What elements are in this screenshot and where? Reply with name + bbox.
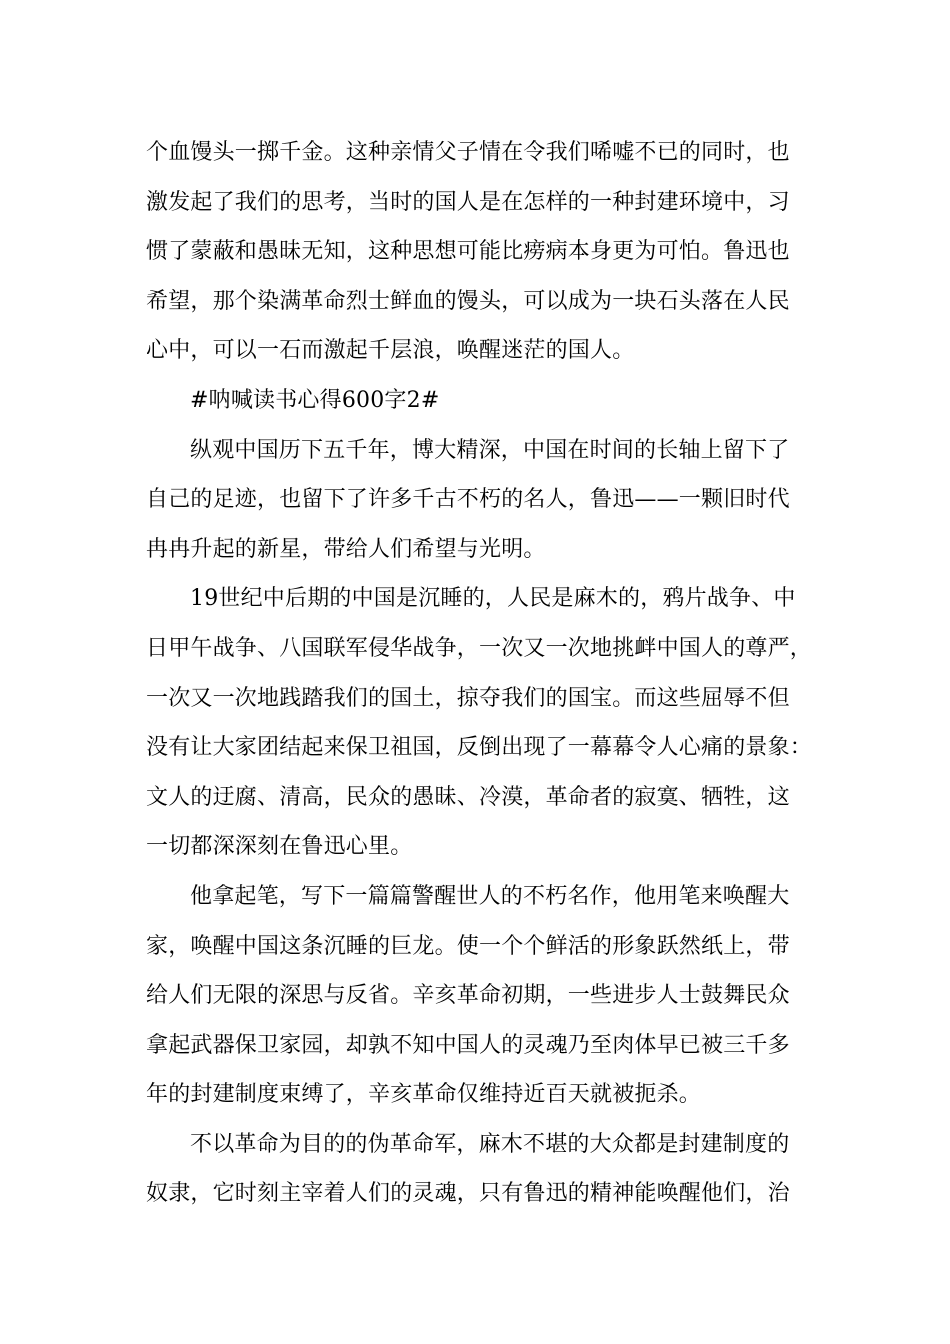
text-line: 没有让大家团结起来保卫祖国，反倒出现了一幕幕令人心痛的景象： — [146, 735, 813, 761]
text-line: 日甲午战争、八国联军侵华战争，一次又一次地挑衅中国人的尊严， — [146, 635, 813, 661]
text-line: 希望，那个染满革命烈士鲜血的馒头，可以成为一块石头落在人民 — [146, 288, 790, 314]
text-line: 年的封建制度束缚了，辛亥革命仅维持近百天就被扼杀。 — [146, 1082, 702, 1108]
text-line: 激发起了我们的思考，当时的国人是在怎样的一种封建环境中，习 — [146, 189, 790, 215]
text-line: 一切都深深刻在鲁迅心里。 — [146, 834, 413, 860]
text-line: 不以革命为目的的伪革命军，麻木不堪的大众都是封建制度的 — [190, 1131, 790, 1157]
text-line: 19世纪中后期的中国是沉睡的，人民是麻木的，鸦片战争、中 — [190, 586, 796, 612]
paragraph — [146, 574, 813, 872]
text-line: 给人们无限的深思与反省。辛亥革命初期，一些进步人士鼓舞民众 — [146, 983, 790, 1009]
text-line: 个血馒头一掷千金。这种亲情父子情在令我们唏嘘不已的同时，也 — [146, 140, 790, 165]
text-line: 纵观中国历下五千年，博大精深，中国在时间的长轴上留下了 — [190, 437, 790, 463]
paragraph — [146, 128, 806, 376]
text-line: 他拿起笔，写下一篇篇警醒世人的不朽名作，他用笔来唤醒大 — [190, 883, 790, 909]
text-line: 拿起武器保卫家园，却孰不知中国人的灵魂乃至肉体早已被三千多 — [146, 1032, 790, 1058]
text-line: 一次又一次地践踏我们的国土，掠夺我们的国宝。而这些屈辱不但 — [146, 685, 790, 711]
paragraph — [146, 426, 806, 575]
heading-line: #呐喊读书心得600字2# — [190, 387, 440, 413]
text-line: 冉冉升起的新星，带给人们希望与光明。 — [146, 536, 546, 562]
text-line: 家，唤醒中国这条沉睡的巨龙。使一个个鲜活的形象跃然纸上，带 — [146, 933, 790, 959]
document-body — [146, 128, 813, 1219]
paragraph — [146, 872, 806, 1120]
text-line: 文人的迂腐、清高，民众的愚昧、冷漠，革命者的寂寞、牺牲，这 — [146, 784, 790, 810]
text-line: 自己的足迹，也留下了许多千古不朽的名人，鲁迅——一颗旧时代 — [146, 487, 790, 513]
text-line: 惯了蒙蔽和愚昧无知，这种思想可能比痨病本身更为可怕。鲁迅也 — [146, 239, 790, 265]
text-line: 心中，可以一石而激起千层浪，唤醒迷茫的国人。 — [146, 338, 635, 364]
paragraph — [146, 1120, 806, 1219]
text-line: 奴隶，它时刻主宰着人们的灵魂，只有鲁迅的精神能唤醒他们，治 — [146, 1181, 790, 1207]
section-heading — [146, 376, 806, 426]
